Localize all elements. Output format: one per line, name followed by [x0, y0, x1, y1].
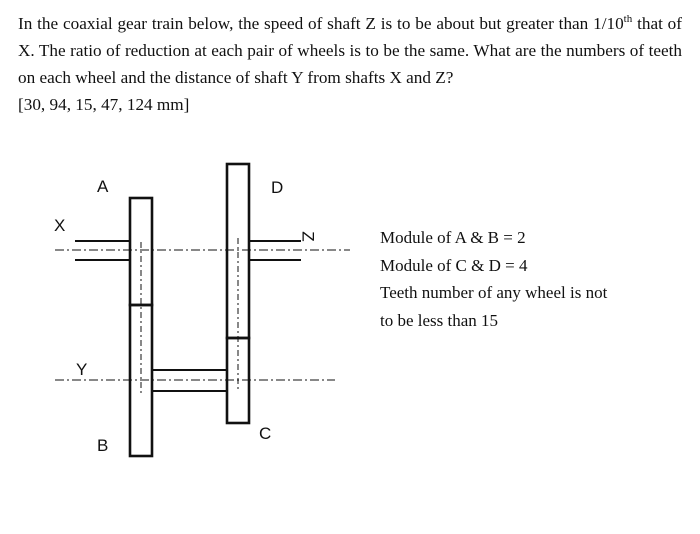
problem-text: In the coaxial gear train below, the speed of shaft Z is to be about but greater than 1/10 [18, 14, 624, 33]
problem-text-continued: that of X. The ratio of reduction at each pair of wheels is to be the same. What are the numbers of teeth on each wheel and the distance of shaft Y from shafts X and Z? [18, 14, 682, 87]
label-x: X [54, 216, 66, 235]
label-d: D [271, 178, 284, 197]
label-b: B [97, 436, 109, 455]
given-data [380, 224, 607, 334]
note-min-teeth-line1: Teeth number of any wheel is not [380, 283, 608, 302]
ordinal-suffix: th [623, 13, 633, 25]
answer-key: [30, 94, 15, 47, 124 mm] [18, 95, 190, 114]
note-min-teeth-line2: to be less than 15 [380, 310, 499, 330]
label-y: Y [76, 360, 88, 379]
label-c: C [259, 424, 272, 443]
note-module-ab: Module of A & B = 2 [380, 228, 526, 247]
label-z: Z [298, 231, 318, 242]
label-a: A [97, 177, 109, 196]
note-module-cd: Module of C & D = 4 [380, 255, 528, 275]
